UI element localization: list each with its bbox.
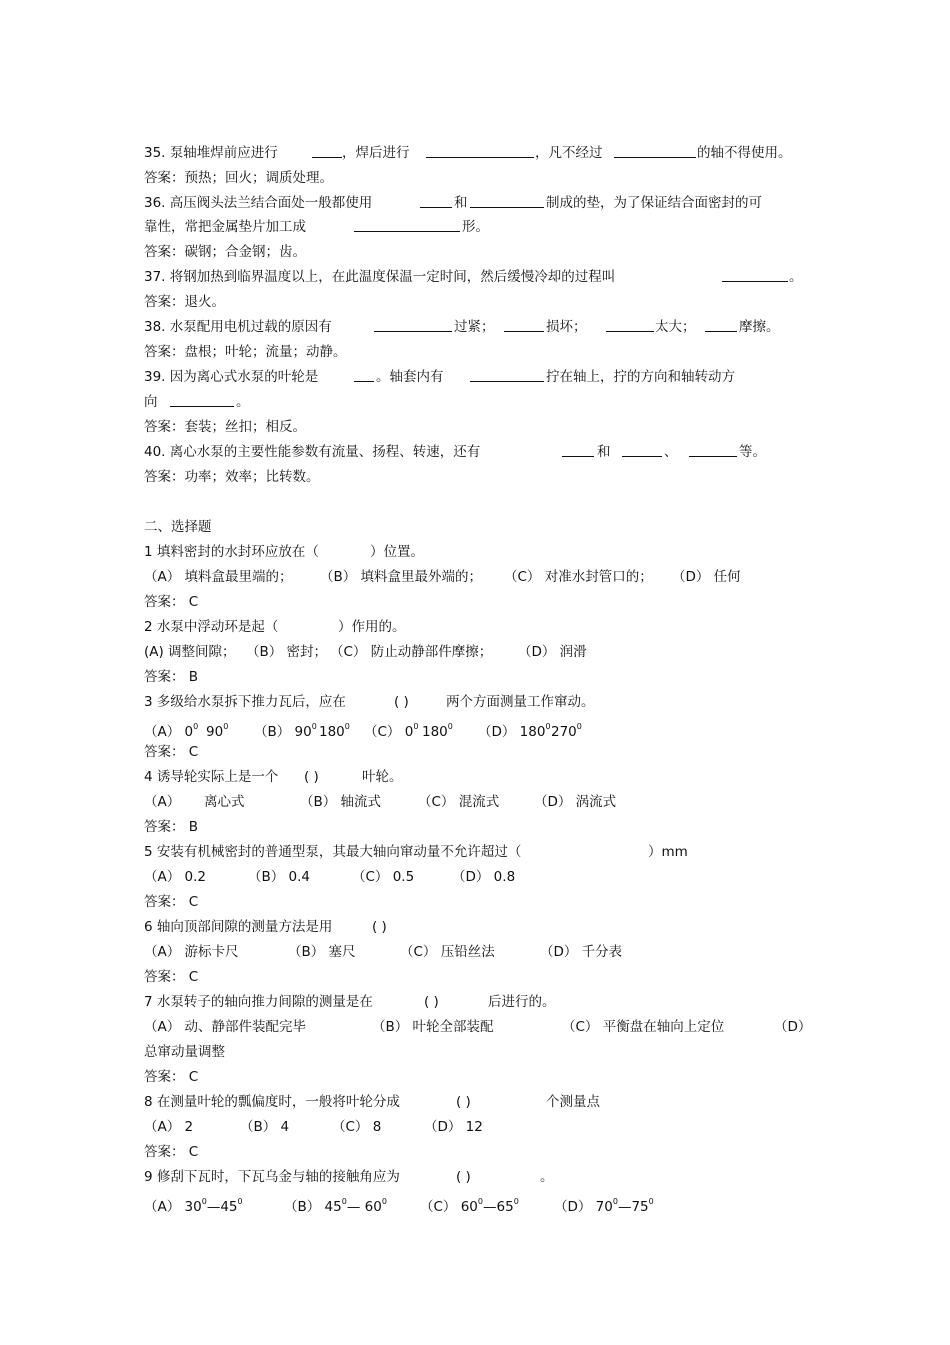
choice-options-2 xyxy=(144,643,824,661)
question-text: 等。 xyxy=(739,444,766,460)
choice-question-1 xyxy=(144,543,824,561)
option-c[interactable]: （C） 压铅丝法 xyxy=(400,944,495,960)
choice-question-4 xyxy=(144,768,824,786)
question-text: 9 修刮下瓦时，下瓦乌金与轴的接触角应为 xyxy=(144,1169,400,1185)
section-title: 二、选择题 xyxy=(144,519,212,535)
option-d[interactable]: （D） 任何 xyxy=(672,569,741,585)
question-text: ，焊后进行 xyxy=(342,145,410,161)
option-d[interactable]: （D） 润滑 xyxy=(518,644,587,660)
option-c[interactable]: （C） 防止动静部件摩擦； xyxy=(330,644,493,660)
question-text: 太大； xyxy=(655,319,696,335)
question-text: 6 轴向顶部间隙的测量方法是用 xyxy=(144,919,333,935)
question-text: 靠性，常把金属垫片加工成 xyxy=(144,219,306,235)
choice-options-9 xyxy=(144,1193,824,1215)
blank[interactable] xyxy=(606,318,654,332)
question-text: 。 xyxy=(789,269,803,285)
option-b[interactable]: （B） 叶轮全部装配 xyxy=(372,1019,494,1035)
question-text: 5 安装有机械密封的普通型泵，其最大轴向窜动量不允许超过（ xyxy=(144,844,522,860)
question-text: 的轴不得使用。 xyxy=(697,145,792,161)
choice-question-8 xyxy=(144,1093,824,1111)
question-36-line2 xyxy=(144,218,824,236)
choice-options-3 xyxy=(144,718,824,740)
option-b[interactable]: （B） 4 xyxy=(240,1119,290,1135)
option-a[interactable]: (A) 调整间隙； xyxy=(144,644,236,660)
question-38 xyxy=(144,318,824,336)
blank[interactable] xyxy=(705,318,737,332)
question-text: 。轴套内有 xyxy=(376,369,444,385)
choice-answer-4: 答案： B xyxy=(144,819,199,835)
question-text: 4 诱导轮实际上是一个 xyxy=(144,769,279,785)
blank[interactable] xyxy=(504,318,544,332)
blank[interactable] xyxy=(689,443,737,457)
question-text: ）mm xyxy=(648,844,688,860)
option-b-value: $180^0$ xyxy=(319,722,350,740)
question-text: 个测量点 xyxy=(546,1094,600,1110)
option-d[interactable]: （D） 千分表 xyxy=(540,944,623,960)
choice-answer-2: 答案： B xyxy=(144,669,199,685)
option-a[interactable]: （A） $0^0$ xyxy=(144,722,199,740)
question-text: 叶轮。 xyxy=(362,769,403,785)
question-text: 。 xyxy=(540,1169,554,1185)
blank[interactable] xyxy=(614,144,696,158)
option-d[interactable]: （D） 12 xyxy=(424,1119,483,1135)
question-text: 制成的垫，为了保证结合面密封的可 xyxy=(546,195,762,211)
option-c[interactable]: （C） 0.5 xyxy=(352,869,415,885)
question-text: 3 多级给水泵拆下推力瓦后，应在 xyxy=(144,694,346,710)
option-b[interactable]: （B） 0.4 xyxy=(248,869,311,885)
question-text: 损坏； xyxy=(546,319,587,335)
option-b[interactable]: （B） $45^0—$ $60^0$ xyxy=(284,1197,387,1215)
question-text: ）作用的。 xyxy=(338,619,406,635)
question-text: 37. 将钢加热到临界温度以上，在此温度保温一定时间，然后缓慢冷却的过程叫 xyxy=(144,269,616,285)
option-a[interactable]: （A） 0.2 xyxy=(144,869,206,885)
answer-40: 答案：功率；效率；比转数。 xyxy=(144,469,320,485)
option-b[interactable]: （B） 填料盒里最外端的； xyxy=(320,569,483,585)
question-text: ）位置。 xyxy=(370,544,424,560)
question-text: 1 填料密封的水封环应放在（ xyxy=(144,544,319,560)
option-b[interactable]: （B） 密封； xyxy=(246,644,328,660)
question-text: 形。 xyxy=(462,219,489,235)
question-text: ( ) xyxy=(304,769,319,785)
blank[interactable] xyxy=(722,268,788,282)
option-c[interactable]: （C） 平衡盘在轴向上定位 xyxy=(562,1019,725,1035)
question-text: 两个方面测量工作窜动。 xyxy=(446,694,595,710)
question-text: 拧在轴上，拧的方向和轴转动方 xyxy=(546,369,735,385)
choice-options-4 xyxy=(144,793,824,811)
option-a-value: 离心式 xyxy=(204,794,245,810)
option-b[interactable]: （B） 轴流式 xyxy=(300,794,382,810)
choice-options-8 xyxy=(144,1118,824,1136)
question-text: 7 水泵转子的轴向推力间隙的测量是在 xyxy=(144,994,373,1010)
option-a[interactable]: （A） xyxy=(144,794,181,810)
choice-answer-8: 答案： C xyxy=(144,1144,199,1160)
question-text: ( ) xyxy=(456,1094,471,1110)
question-text: ( ) xyxy=(424,994,439,1010)
option-d[interactable]: （D） $180^0$ xyxy=(478,722,551,740)
choice-question-6 xyxy=(144,918,824,936)
option-a[interactable]: （A） $30^0—45^0$ xyxy=(144,1197,243,1215)
answer-36: 答案：碳钢；合金钢；齿。 xyxy=(144,244,306,260)
choice-question-9 xyxy=(144,1168,824,1186)
question-37 xyxy=(144,268,824,286)
blank[interactable] xyxy=(426,144,534,158)
question-text: 2 水泵中浮动环是起（ xyxy=(144,619,279,635)
blank[interactable] xyxy=(420,194,452,208)
answer-39: 答案：套装；丝扣；相反。 xyxy=(144,419,306,435)
question-text: ( ) xyxy=(372,919,387,935)
option-a[interactable]: （A） 2 xyxy=(144,1119,194,1135)
choice-options-1 xyxy=(144,568,824,586)
option-a-value: $90^0$ xyxy=(206,722,229,740)
question-text: ( ) xyxy=(394,694,409,710)
choice-options-7-cont: 总窜动量调整 xyxy=(144,1044,225,1060)
choice-options-7 xyxy=(144,1018,824,1036)
question-text: ，凡不经过 xyxy=(535,145,603,161)
blank[interactable] xyxy=(354,218,460,232)
answer-38: 答案：盘根；叶轮；流量；动静。 xyxy=(144,344,347,360)
option-a[interactable]: （A） 动、静部件装配完毕 xyxy=(144,1019,307,1035)
question-40 xyxy=(144,443,824,461)
option-c[interactable]: （C） 混流式 xyxy=(418,794,500,810)
question-text: 8 在测量叶轮的瓢偏度时，一般将叶轮分成 xyxy=(144,1094,400,1110)
option-b[interactable]: （B） 塞尺 xyxy=(288,944,356,960)
option-d[interactable]: （D） 涡流式 xyxy=(534,794,617,810)
option-c[interactable]: （C） 对准水封管口的； xyxy=(504,569,653,585)
question-39-line2 xyxy=(144,393,824,411)
question-text: 向 xyxy=(144,394,158,410)
choice-question-5 xyxy=(144,843,824,861)
option-d[interactable]: （D） $70^0—75^0$ xyxy=(554,1197,654,1215)
blank[interactable] xyxy=(354,368,374,382)
blank[interactable] xyxy=(622,443,662,457)
option-d[interactable]: （D） xyxy=(774,1019,812,1035)
question-39 xyxy=(144,368,824,386)
question-text: 后进行的。 xyxy=(488,994,556,1010)
question-text: ( ) xyxy=(456,1169,471,1185)
question-text: 摩擦。 xyxy=(739,319,780,335)
question-text: 36. 高压阀头法兰结合面处一般都使用 xyxy=(144,195,373,211)
option-c[interactable]: （C） $0^0$ xyxy=(364,722,419,740)
question-36 xyxy=(144,194,824,212)
answer-35: 答案：预热；回火；调质处理。 xyxy=(144,170,333,186)
question-text: 40. 离心水泵的主要性能参数有流量、扬程、转速，还有 xyxy=(144,444,481,460)
option-c-value: $180^0$ xyxy=(422,722,453,740)
question-text: 、 xyxy=(664,444,678,460)
blank[interactable] xyxy=(470,194,544,208)
option-d-value: $270^0$ xyxy=(551,722,582,740)
question-text: 过紧； xyxy=(454,319,495,335)
question-text: 39. 因为离心式水泵的叶轮是 xyxy=(144,369,319,385)
question-text: 38. 水泵配用电机过载的原因有 xyxy=(144,319,332,335)
answer-37: 答案：退火。 xyxy=(144,294,225,310)
choice-answer-7: 答案： C xyxy=(144,1069,199,1085)
question-text: 。 xyxy=(236,394,250,410)
choice-answer-5: 答案： C xyxy=(144,894,199,910)
choice-question-2 xyxy=(144,618,824,636)
choice-question-7 xyxy=(144,993,824,1011)
option-a[interactable]: （A） 填料盒最里端的； xyxy=(144,569,293,585)
option-b[interactable]: （B） $90^0$ xyxy=(254,722,317,740)
question-text: 和 xyxy=(597,444,611,460)
choice-answer-1: 答案： C xyxy=(144,594,199,610)
choice-options-6 xyxy=(144,943,824,961)
blank[interactable] xyxy=(562,443,594,457)
blank[interactable] xyxy=(470,368,544,382)
choice-answer-3: 答案： C xyxy=(144,744,199,760)
question-text: 和 xyxy=(454,195,468,211)
question-35 xyxy=(144,144,824,162)
option-d[interactable]: （D） 0.8 xyxy=(452,869,516,885)
question-text: 35. 泵轴堆焊前应进行 xyxy=(144,145,278,161)
option-a[interactable]: （A） 游标卡尺 xyxy=(144,944,239,960)
option-c[interactable]: （C） 8 xyxy=(332,1119,382,1135)
choice-options-5 xyxy=(144,868,824,886)
blank[interactable] xyxy=(312,144,342,158)
blank[interactable] xyxy=(170,393,234,407)
choice-answer-6: 答案： C xyxy=(144,969,199,985)
blank[interactable] xyxy=(374,318,452,332)
choice-question-3 xyxy=(144,693,824,711)
option-c[interactable]: （C） $60^0—65^0$ xyxy=(420,1197,519,1215)
